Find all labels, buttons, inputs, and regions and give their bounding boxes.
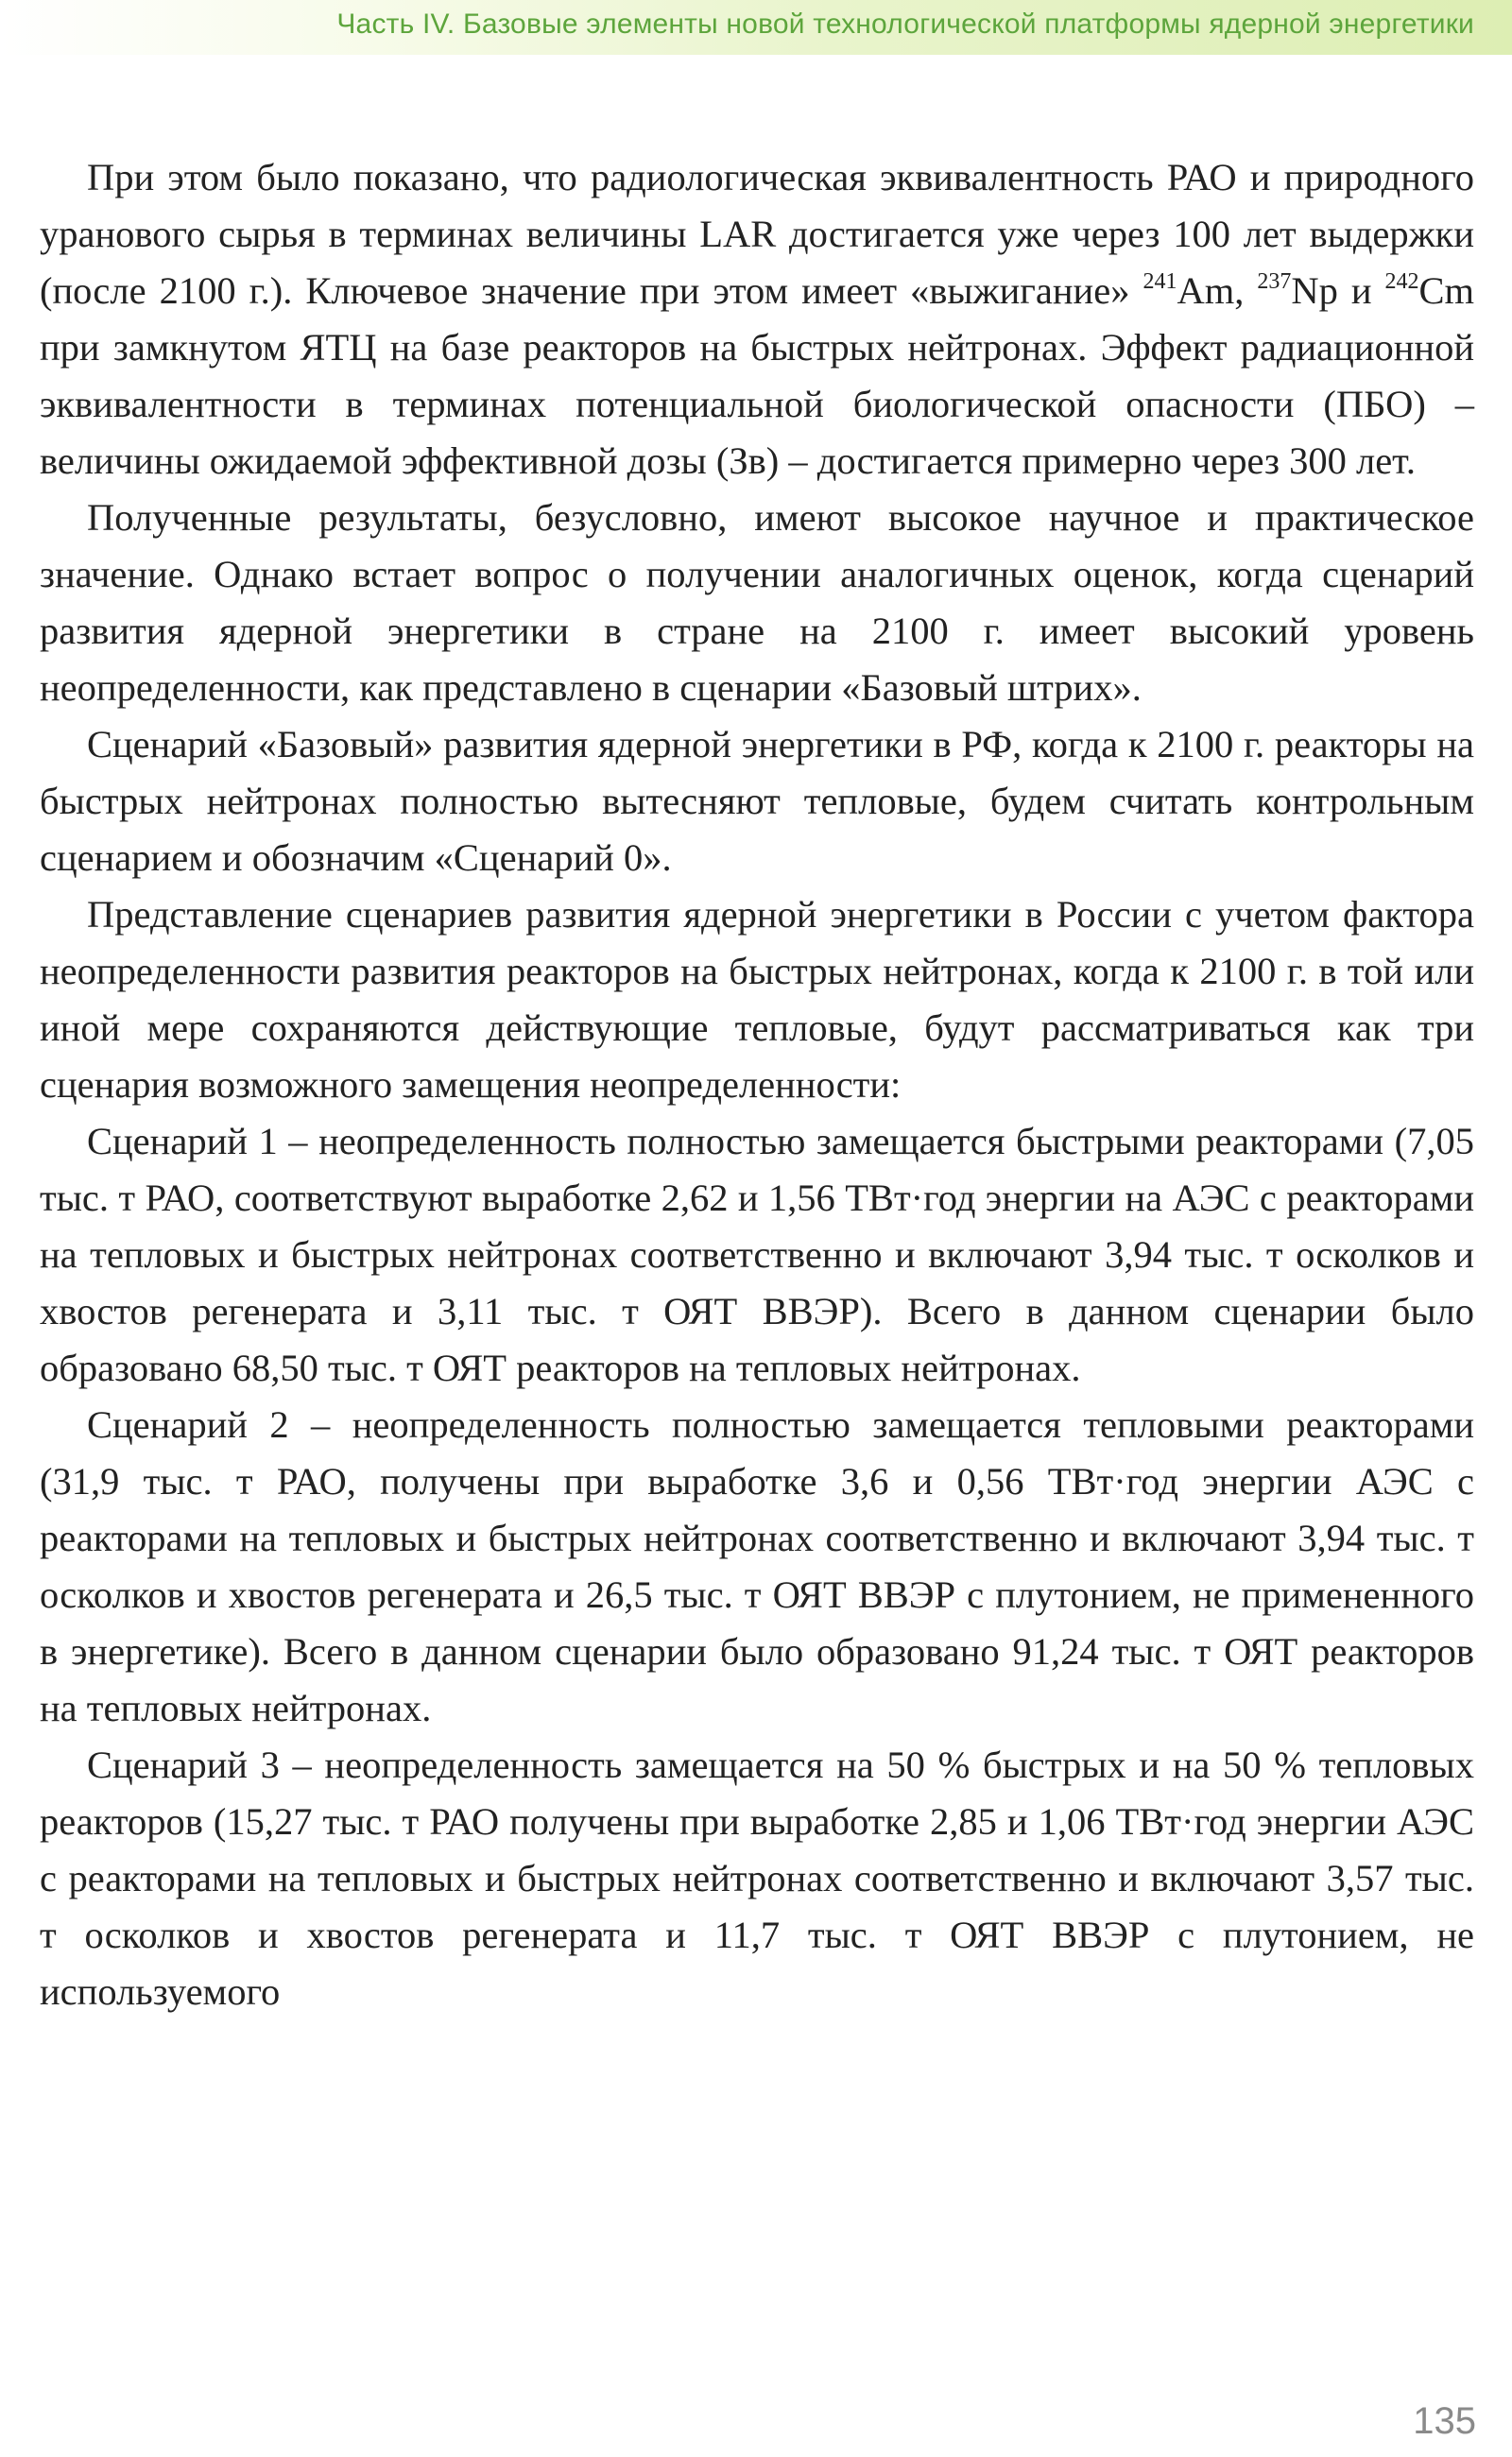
paragraph: Сценарий 1 – неопределенность полностью замещается быстрыми реакторами (7,05 тыс. т РАО, соответствуют выработке 2,62 и 1,56 ТВт·год энергии на АЭС с реакторами на тепловых и быстрых нейтронах соответственно и включают 3,94 тыс. т осколков и хвостов регенерата и 3,11 тыс. т ОЯТ ВВЭР). Всего в данном сценарии было образовано 68,50 тыс. т ОЯТ реакторов на тепловых нейтронах. [40,1120,1474,1389]
body-text [40,149,1474,2020]
page-number: 135 [1413,2400,1476,2442]
isotope-mass-number: 241 [1143,268,1177,294]
paragraph: Сценарий «Базовый» развития ядерной энергетики в РФ, когда к 2100 г. реакторы на быстрых нейтронах полностью вытесняют тепловые, будем считать контрольным сценарием и обозначим «Сценарий 0». [40,723,1474,879]
paragraph: Полученные результаты, безусловно, имеют высокое научное и практическое значение. Однако встает вопрос о получении аналогичных оценок, когда сценарий развития ядерной энергетики в стране на 2100 г. имеет высокий уровень неопределенности, как представлено в сценарии «Базовый штрих». [40,496,1474,709]
paragraph: Представление сценариев развития ядерной энергетики в России с учетом фактора неопределенности развития реакторов на быстрых нейтронах, когда к 2100 г. в той или иной мере сохраняются действующие тепловые, будут рассматриваться как три сценария возможного замещения неопределенности: [40,893,1474,1106]
running-header-title: Часть IV. Базовые элементы новой технологической платформы ядерной энергетики [336,9,1474,40]
paragraph: При этом было показано, что радиологическая эквивалентность РАО и природного уранового сырья в терминах величины LAR достигается уже через 100 лет выдержки (после 2100 г.). Ключевое значение при этом имеет «выжигание» $^{241}$Am, $^{237}$Np и $^{242}$Cm при замкнутом ЯТЦ на базе реакторов на быстрых нейтронах. Эффект радиационной эквивалентности в терминах потенциальной биологической опасности (ПБО) – величины ожидаемой эффективной дозы (Зв) – достигается примерно через 300 лет. [40,156,1475,482]
isotope-mass-number: 242 [1384,268,1419,294]
paragraph: Сценарий 2 – неопределенность полностью замещается тепловыми реакторами (31,9 тыс. т РАО, получены при выработке 3,6 и 0,56 ТВт·год энергии АЭС с реакторами на тепловых и быстрых нейтронах соответственно и включают 3,94 тыс. т осколков и хвостов регенерата и 26,5 тыс. т ОЯТ ВВЭР с плутонием, не примененного в энергетике). Всего в данном сценарии было образовано 91,24 тыс. т ОЯТ реакторов на тепловых нейтронах. [40,1403,1474,1729]
isotope-mass-number: 237 [1257,268,1292,294]
paragraph: Сценарий 3 – неопределенность замещается на 50 % быстрых и на 50 % тепловых реакторов (15,27 тыс. т РАО получены при выработке 2,85 и 1,06 ТВт·год энергии АЭС с реакторами на тепловых и быстрых нейтронах соответственно и включают 3,57 тыс. т осколков и хвостов регенерата и 11,7 тыс. т ОЯТ ВВЭР с плутонием, не используемого [40,1744,1474,2013]
running-header [0,0,1512,55]
